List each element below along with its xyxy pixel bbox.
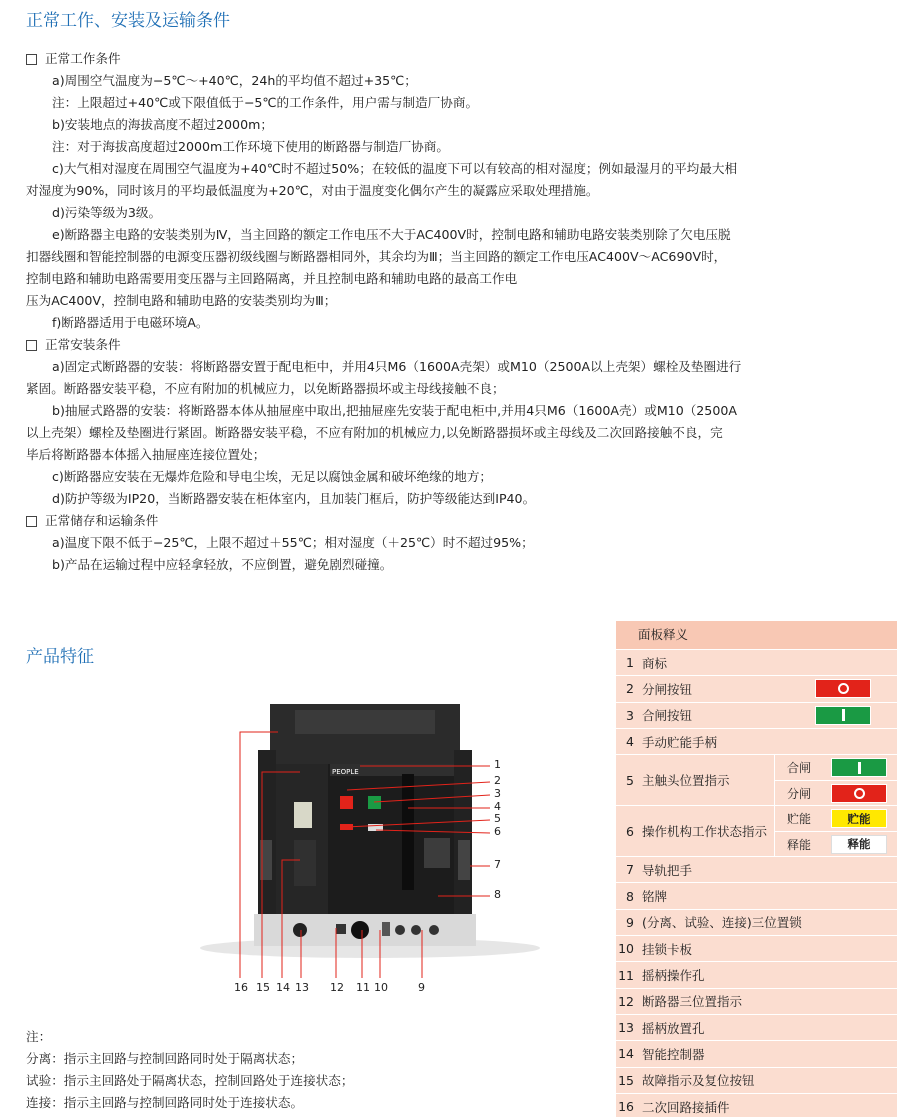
condition-line: 毕后将断路器本体摇入抽屉座连接位置处； bbox=[26, 447, 266, 462]
callout-11: 11 bbox=[356, 981, 370, 994]
legend-row-6: 6 操作机构工作状态指示 贮能 贮能 释能 释能 bbox=[616, 806, 897, 856]
open-button-symbol-icon bbox=[815, 679, 871, 698]
legend-row-10: 10 挂锁卡板 bbox=[616, 936, 897, 961]
open-indicator-icon bbox=[831, 784, 887, 803]
legend-row-1: 1 商标 bbox=[616, 650, 897, 675]
charged-indicator: 贮能 bbox=[831, 809, 887, 828]
callout-10: 10 bbox=[374, 981, 388, 994]
callout-7: 7 bbox=[494, 858, 501, 871]
condition-line: 扣器线圈和智能控制器的电源变压器初级线圈与断路器相同外，其余均为Ⅲ；当主回路的额定工作电压AC400V～AC690V时， bbox=[26, 249, 727, 264]
discharged-indicator: 释能 bbox=[831, 835, 887, 854]
section-heading: 正常储存和运输条件 bbox=[26, 510, 900, 532]
notes-block bbox=[26, 1026, 353, 1114]
legend-row-16: 16 二次回路接插件 bbox=[616, 1094, 897, 1117]
callout-2: 2 bbox=[494, 774, 501, 787]
condition-line: 压为AC400V，控制电路和辅助电路的安装类别均为Ⅲ； bbox=[26, 293, 337, 308]
legend-header: 面板释义 bbox=[616, 621, 897, 649]
condition-line: b)产品在运输过程中应轻拿轻放，不应倒置，避免剧烈碰撞。 bbox=[52, 557, 393, 572]
condition-line: 紧固。断路器安装平稳，不应有附加的机械应力，以免断路器损坏或主母线接触不良； bbox=[26, 381, 505, 396]
condition-line: c)断路器应安装在无爆炸危险和导电尘埃，无足以腐蚀金属和破坏绝缘的地方； bbox=[52, 469, 493, 484]
conditions-text bbox=[26, 48, 900, 576]
close-button-symbol-icon bbox=[815, 706, 871, 725]
condition-line: c)大气相对湿度在周围空气温度为+40℃时不超过50%；在较低的温度下可以有较高的相对湿度；例如最湿月的平均最大相 bbox=[52, 161, 738, 176]
brand-label: PEOPLE bbox=[332, 768, 359, 776]
legend-row-12: 12 断路器三位置指示 bbox=[616, 989, 897, 1014]
breaker-illustration bbox=[160, 690, 580, 1000]
checkbox-icon bbox=[26, 516, 37, 527]
panel-legend-table bbox=[616, 621, 897, 1117]
condition-line: a)温度下限不低于−25℃，上限不超过＋55℃；相对湿度（＋25℃）时不超过95%； bbox=[52, 535, 534, 550]
closed-indicator-icon bbox=[831, 758, 887, 777]
legend-row-3: 3 合闸按钮 bbox=[616, 703, 897, 728]
callout-1: 1 bbox=[494, 758, 501, 771]
legend-row-5: 5 主触头位置指示 合闸 分闸 bbox=[616, 755, 897, 805]
legend-row-13: 13 摇柄放置孔 bbox=[616, 1015, 897, 1040]
checkbox-icon bbox=[26, 340, 37, 351]
callout-13: 13 bbox=[295, 981, 309, 994]
legend-row-11: 11 摇柄操作孔 bbox=[616, 962, 897, 987]
legend-row-8: 8 铭牌 bbox=[616, 883, 897, 908]
condition-line: a)周围空气温度为−5℃～+40℃，24h的平均值不超过+35℃； bbox=[52, 73, 417, 88]
callout-12: 12 bbox=[330, 981, 344, 994]
section-title-conditions: 正常工作、安装及运输条件 bbox=[26, 11, 230, 31]
callout-4: 4 bbox=[494, 800, 501, 813]
condition-line: 注：上限超过+40℃或下限值低于−5℃的工作条件，用户需与制造厂协商。 bbox=[52, 95, 479, 110]
condition-line: 以上壳架）螺栓及垫圈进行紧固。断路器安装平稳，不应有附加的机械应力,以免断路器损坏或主母线及二次回路接触不良，完 bbox=[26, 425, 723, 440]
condition-line: b)安装地点的海拔高度不超过2000m； bbox=[52, 117, 273, 132]
condition-line: f)断路器适用于电磁环境A。 bbox=[52, 315, 209, 330]
callout-3: 3 bbox=[494, 787, 501, 800]
legend-row-4: 4 手动贮能手柄 bbox=[616, 729, 897, 754]
callout-9: 9 bbox=[418, 981, 425, 994]
callout-8: 8 bbox=[494, 888, 501, 901]
legend-row-14: 14 智能控制器 bbox=[616, 1041, 897, 1066]
callout-6: 6 bbox=[494, 825, 501, 838]
note-line: 注： bbox=[26, 1029, 52, 1044]
callout-14: 14 bbox=[276, 981, 290, 994]
callout-16: 16 bbox=[234, 981, 248, 994]
legend-row-7: 7 导轨把手 bbox=[616, 857, 897, 882]
callout-5: 5 bbox=[494, 812, 501, 825]
condition-line: b)抽屉式路器的安装：将断路器本体从抽屉座中取出,把抽屉座先安装于配电柜中,并用4只M6（1600A壳）或M10（2500A bbox=[52, 403, 737, 418]
legend-rows-7-16 bbox=[616, 857, 897, 1117]
legend-row-9: 9 (分离、试验、连接)三位置锁 bbox=[616, 910, 897, 935]
legend-row-15: 15 故障指示及复位按钮 bbox=[616, 1068, 897, 1093]
note-line: 分离：指示主回路与控制回路同时处于隔离状态； bbox=[26, 1051, 304, 1066]
condition-line: d)防护等级为IP20，当断路器安装在柜体室内，且加装门框后，防护等级能达到IP40。 bbox=[52, 491, 536, 506]
breaker-drawing bbox=[160, 690, 580, 1000]
note-line: 连接：指示主回路与控制回路同时处于连接状态。 bbox=[26, 1095, 304, 1110]
condition-line: 对湿度为90%，同时该月的平均最低温度为+20℃，对由于温度变化偶尔产生的凝露应采取处理措施。 bbox=[26, 183, 599, 198]
section-title-features: 产品特征 bbox=[26, 647, 94, 667]
section-heading: 正常工作条件 bbox=[26, 48, 900, 70]
checkbox-icon bbox=[26, 54, 37, 65]
section-heading: 正常安装条件 bbox=[26, 334, 900, 356]
condition-line: 控制电路和辅助电路需要用变压器与主回路隔离，并且控制电路和辅助电路的最高工作电 bbox=[26, 271, 518, 286]
condition-line: d)污染等级为3级。 bbox=[52, 205, 162, 220]
callout-15: 15 bbox=[256, 981, 270, 994]
note-line: 试验：指示主回路处于隔离状态，控制回路处于连接状态； bbox=[26, 1073, 354, 1088]
condition-line: 注：对于海拔高度超过2000m工作环境下使用的断路器与制造厂协商。 bbox=[52, 139, 449, 154]
legend-row-2: 2 分闸按钮 bbox=[616, 676, 897, 701]
condition-line: e)断路器主电路的安装类别为Ⅳ，当主回路的额定工作电压不大于AC400V时，控制电路和辅助电路安装类别除了欠电压脱 bbox=[52, 227, 731, 242]
condition-line: a)固定式断路器的安装：将断路器安置于配电柜中，并用4只M6（1600A壳架）或M10（2500A以上壳架）螺栓及垫圈进行 bbox=[52, 359, 742, 374]
